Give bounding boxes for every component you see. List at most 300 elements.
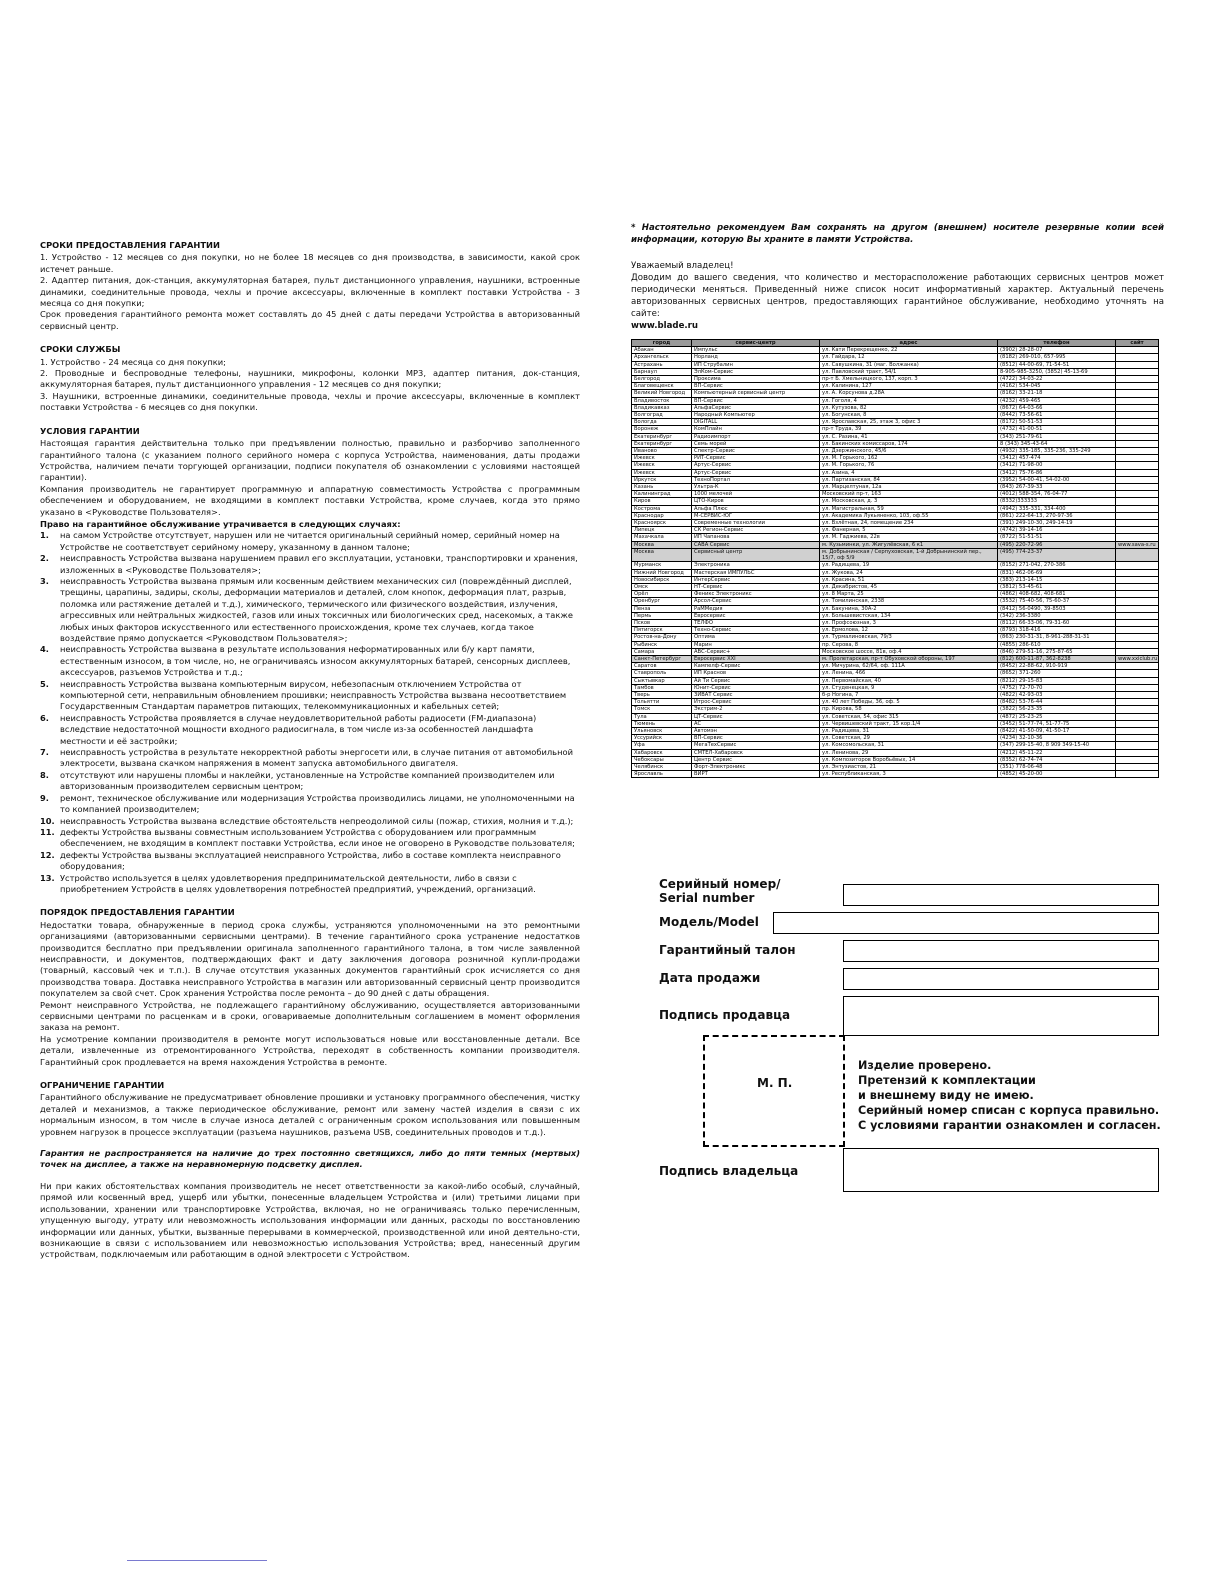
table-cell — [1116, 498, 1159, 505]
table-cell: м. Пролетарская, пр-т Обуховской обороны, 197 — [820, 655, 998, 662]
table-cell: Тамбов — [632, 684, 692, 691]
table-row — [632, 670, 1159, 677]
paragraph: Ни при каких обстоятельствах компания производитель не несет ответственности за какой-либо особый, случайный, прямой или косвенный вред, ущерб или убытки, понесенные владельцем Устройства и (или) третьими лицами при использовании, хранении или транспортировке Устройства, включая, но не ограничиваясь только перечисленным, упущенную выгоду, утрату или невозможность использования информации или данных, расходы по восстановлению информации или данных, убытки, вызванные перерывами в коммерческой, производственной или иной деятельно-сти, возникающие в связи с использованием или невозможностью использования Устройства; вред, нанесенный другим устройствам, подключаемым или работающим в одной электросети с Устройством. — [40, 1180, 580, 1260]
table-cell — [1116, 347, 1159, 354]
table-cell — [1116, 462, 1159, 469]
table-row — [632, 440, 1159, 447]
table-cell: ул. Жукова, 24 — [820, 569, 998, 576]
table-cell: ул. Республиканская, 3 — [820, 771, 998, 778]
table-cell: Нижний Новгород — [632, 569, 692, 576]
table-cell: Центр Сервис — [692, 756, 820, 763]
table-cell — [1116, 361, 1159, 368]
table-cell: (495) 220-72-96 — [998, 541, 1116, 548]
exclusion-item — [40, 553, 580, 576]
table-cell — [1116, 569, 1159, 576]
paragraph: Ремонт неисправного Устройства, не подлежащего гарантийному обслуживанию, осуществляется авторизованными сервисными центрами по расценкам и в сроки, оговариваемые дополнительным соглашением в момент оформления заказа на ремонт. — [40, 999, 580, 1033]
table-cell: Тула — [632, 713, 692, 720]
table-cell: (3952) 54-00-41, 54-02-00 — [998, 476, 1116, 483]
table-cell: (8182) 269-010, 657-995 — [998, 354, 1116, 361]
exclusion-item — [40, 644, 580, 678]
table-cell: (4852) 45-20-00 — [998, 771, 1116, 778]
table-cell: ТЕЛФО — [692, 619, 820, 626]
table-cell: ул. Томилинская, 2338 — [820, 598, 998, 605]
table-cell: Уфа — [632, 742, 692, 749]
sale-date-label: Дата продажи — [659, 971, 761, 985]
spacer — [631, 246, 1164, 260]
paragraph: Гарантийного обслуживание не предусматривает обновление прошивки и установку программного обеспечения, чистку деталей и механизмов, а также периодическое обслуживание, ремонт или замену частей изделия в связи с их нормальным износом, в том числе в случае износа деталей с ограниченным сроком использования или повышенным уровнем нагрузок в процессе эксплуатации (разъема наушников, разъема USB, соединительных проводов и т.д.). — [40, 1092, 580, 1137]
column-header: телефон — [998, 340, 1116, 347]
table-cell — [1116, 426, 1159, 433]
table-cell: Благовещенск — [632, 383, 692, 390]
table-cell: пр-т Труда, 39 — [820, 426, 998, 433]
website-link[interactable]: www.blade.ru — [631, 321, 699, 331]
table-cell — [1116, 713, 1159, 720]
table-cell — [1116, 612, 1159, 619]
table-row — [632, 419, 1159, 426]
table-cell: (4862) 408-682, 408-681 — [998, 591, 1116, 598]
table-row — [632, 605, 1159, 612]
table-cell — [1116, 749, 1159, 756]
exclusion-item — [40, 770, 580, 793]
item-number: 12. — [40, 849, 55, 860]
table-cell: (391) 249-10-30, 249-14-19 — [998, 520, 1116, 527]
table-cell: (8112) 66-33-06, 79-31-60 — [998, 619, 1116, 626]
table-cell: ул. Первомайская, 40 — [820, 677, 998, 684]
table-row — [632, 347, 1159, 354]
table-row — [632, 763, 1159, 770]
table-cell — [1116, 505, 1159, 512]
item-text: дефекты Устройства вызваны совместным использованием Устройства с оборудованием или программным обеспечением, не входящим в комплект поставки Устройства, если иное не оговорено в Руководстве пользователя; — [60, 826, 575, 849]
table-cell: (4942) 335-331, 334-400 — [998, 505, 1116, 512]
table-cell — [1116, 440, 1159, 447]
table-cell: Екатеринбург — [632, 433, 692, 440]
table-cell: Семь морей — [692, 440, 820, 447]
table-cell — [1116, 641, 1159, 648]
table-cell: ВП-Сервис — [692, 397, 820, 404]
exclusion-item — [40, 530, 580, 553]
service-centers-table — [631, 339, 1159, 778]
table-cell: (846) 279-51-16, 275-87-65 — [998, 648, 1116, 655]
exclusion-item — [40, 713, 580, 747]
table-row — [632, 627, 1159, 634]
table-cell: Липецк — [632, 527, 692, 534]
model-label: Модель/Model — [659, 915, 759, 929]
table-row — [632, 641, 1159, 648]
table-cell: (8722) 51-51-51 — [998, 534, 1116, 541]
table-cell: Псков — [632, 619, 692, 626]
table-cell[interactable]: www.xxiclub.ru — [1116, 655, 1159, 662]
table-cell — [1116, 583, 1159, 590]
table-cell: СК Регион-Сервис — [692, 527, 820, 534]
table-cell: Чебоксары — [632, 756, 692, 763]
table-cell: Московское шоссе, 81в, оф.4 — [820, 648, 998, 655]
table-row — [632, 448, 1159, 455]
table-cell: (495) 774-23-37 — [998, 548, 1116, 561]
table-cell: Самара — [632, 648, 692, 655]
column-header: адрес — [820, 340, 998, 347]
table-row — [632, 368, 1159, 375]
table-cell: ул. Партизанская, 84 — [820, 476, 998, 483]
table-cell — [1116, 735, 1159, 742]
table-cell: (8482) 53-76-44 — [998, 699, 1116, 706]
table-cell: ул. Декабристов, 45 — [820, 583, 998, 590]
table-cell: (3902) 28-28-07 — [998, 347, 1116, 354]
table-cell: МегаТехСервис — [692, 742, 820, 749]
table-row — [632, 720, 1159, 727]
table-cell: (8162) 33-21-18 — [998, 390, 1116, 397]
serial-number-label — [659, 877, 781, 905]
table-cell: Саратов — [632, 663, 692, 670]
item-text: Устройство используется в целях удовлетворения предпринимательской деятельности, либо в связи с приобретением Устройств в целях удовлетворения потребностей предприятий, учреждений, организаций. — [60, 872, 536, 894]
item-text: неисправность Устройства вызвана компьютерным вирусом, небезопасным отключением Устройства от компьютерной сети, неправильным обновлением прошивки; неисправность Устройства вызвана несоответствием Государственным Стандартам параметров питающих, телекоммуникационных и кабельных сетей; — [60, 678, 567, 712]
table-cell: Иваново — [632, 448, 692, 455]
table-cell — [1116, 548, 1159, 561]
table-cell: Тверь — [632, 691, 692, 698]
table-row — [632, 706, 1159, 713]
table-cell: (8672) 64-03-66 — [998, 404, 1116, 411]
table-row — [632, 598, 1159, 605]
confirmation-line: Изделие проверено. — [858, 1059, 992, 1072]
table-cell: (3412) 75-76-86 — [998, 469, 1116, 476]
table-cell — [1116, 534, 1159, 541]
serial-label-ru: Серийный номер/ — [659, 877, 781, 891]
table-cell: ул. М. Гаджиева, 22в — [820, 534, 998, 541]
table-cell: Электроника — [692, 562, 820, 569]
table-cell: ЦТО-Киров — [692, 498, 820, 505]
table-cell: (4212) 45-11-22 — [998, 749, 1116, 756]
table-cell: Ставрополь — [632, 670, 692, 677]
table-cell: DIGITALL — [692, 419, 820, 426]
table-row — [632, 426, 1159, 433]
table-cell — [1116, 469, 1159, 476]
table-cell: Арсол-Сервис — [692, 598, 820, 605]
table-cell: ул. Бакинских комиссаров, 174 — [820, 440, 998, 447]
table-cell: ул. С. Разина, 41 — [820, 433, 998, 440]
section-title-warranty-conditions: УСЛОВИЯ ГАРАНТИИ — [40, 425, 140, 436]
item-text: неисправность устройства в результате некорректной работы энергосети или, в случае питания от автомобильной электросети, вызвана скачком напряжения в момент запуска автомобильного двигателя. — [60, 747, 573, 769]
table-cell: ул. Кати Перекрещенко, 22 — [820, 347, 998, 354]
table-cell: (812) 600-11-87, 362-8238 — [998, 655, 1116, 662]
table-cell: Форт-Электроникс — [692, 763, 820, 770]
table-row — [632, 412, 1159, 419]
item-number: 1. — [40, 530, 49, 541]
table-row — [632, 433, 1159, 440]
dead-pixel-note: Гарантия не распространяется на наличие до трех постоянно светящихся, либо до пяти темных (мертвых) точек на дисплее, а также на неравномерную подсветку дисплея. — [40, 1148, 580, 1170]
table-row — [632, 455, 1159, 462]
table-row — [632, 505, 1159, 512]
table-cell — [1116, 512, 1159, 519]
exclusion-item — [40, 679, 580, 713]
table-body — [632, 347, 1159, 778]
table-cell: б-р Ногина, 7 — [820, 691, 998, 698]
table-row — [632, 383, 1159, 390]
table-row — [632, 462, 1159, 469]
table-cell: (3822) 56-23-35 — [998, 706, 1116, 713]
paragraph: 3. Наушники, встроенные динамики, соединительные провода, чехлы и прочие аксессуары, включенные в комплект поставки Устройства - 6 месяцев со дня покупки. — [40, 390, 580, 413]
table-cell — [1116, 419, 1159, 426]
table-cell: Сервисный центр — [692, 548, 820, 561]
table-cell: Владивосток — [632, 397, 692, 404]
table-cell: САВА Сервис — [692, 541, 820, 548]
table-cell: ЦТ-Сервис — [692, 713, 820, 720]
table-cell: Экстрим-2 — [692, 706, 820, 713]
table-cell — [1116, 648, 1159, 655]
table-row — [632, 583, 1159, 590]
stamp-label: М. П. — [757, 1076, 793, 1090]
seller-signature-field[interactable] — [843, 996, 1159, 1036]
table-row — [632, 749, 1159, 756]
intro-paragraph: Доводим до вашего сведения, что количество и месторасположение работающих сервисных центров может периодически меняться. Приведенный ниже список носит информативный характер. Актуальный перечень авторизованных сервисных центров, предоставляющих гарантийное обслуживание, необходимо уточнять на сайте: — [631, 273, 1164, 319]
table-cell — [1116, 455, 1159, 462]
item-number: 13. — [40, 872, 55, 883]
item-text: неисправность Устройства вызвана прямым или косвенным действием механических сил (повреждённый дисплей, трещины, царапины, задиры, сколы, деформации материалов и деталей, слом кнопок, деформация плат, разрыв, поломка или растяжение деталей и т.д.), химического, термического или физического воздействия, излучения, агрессивных или нейтральных жидкостей, газов или иных токсичных или биологических сред, насекомых, а также любых иных факторов искусственного или естественного происхождения, кроме тех случаев, когда такое воздействие прямо допускается <Руководством Пользователя>; — [60, 575, 573, 643]
warranty-coupon-field[interactable] — [843, 940, 1159, 962]
table-cell: ул. Фанерная, 5 — [820, 527, 998, 534]
table-cell: Ульяновск — [632, 727, 692, 734]
table-cell: Архангельск — [632, 354, 692, 361]
table-cell — [1116, 720, 1159, 727]
table-cell: Евросервис XXI — [692, 655, 820, 662]
table-cell: Вологда — [632, 419, 692, 426]
table-row — [632, 735, 1159, 742]
table-cell: (351) 778-06-48 — [998, 763, 1116, 770]
table-row — [632, 376, 1159, 383]
table-cell: (4162) 534-045 — [998, 383, 1116, 390]
item-number: 10. — [40, 815, 55, 826]
table-cell: Хабаровск — [632, 749, 692, 756]
table-cell: Орёл — [632, 591, 692, 598]
table-cell: Иркутск — [632, 476, 692, 483]
table-cell: ИП Струбалин — [692, 361, 820, 368]
table-cell: ул. Ермолова, 12 — [820, 627, 998, 634]
table-row — [632, 699, 1159, 706]
table-cell: ул. Большевистская, 134 — [820, 612, 998, 619]
column-header: сервис-центр — [692, 340, 820, 347]
table-cell: РИТ-Сервис — [692, 455, 820, 462]
table-cell: (4232) 459-465 — [998, 397, 1116, 404]
table-cell — [1116, 598, 1159, 605]
table-cell — [1116, 677, 1159, 684]
model-field[interactable] — [773, 912, 1159, 934]
table-row — [632, 756, 1159, 763]
table-cell: НТ-Сервис — [692, 583, 820, 590]
table-cell: РаММедия — [692, 605, 820, 612]
sale-date-field[interactable] — [843, 968, 1159, 990]
table-cell: Пятигорск — [632, 627, 692, 634]
table-cell: (8422) 41-50-09, 41-50-17 — [998, 727, 1116, 734]
table-cell: (8332)333333 — [998, 498, 1116, 505]
table-row — [632, 727, 1159, 734]
table-cell — [1116, 763, 1159, 770]
table-cell: (4855) 286-610 — [998, 641, 1116, 648]
table-row — [632, 591, 1159, 598]
table-cell: Санкт-Петербург — [632, 655, 692, 662]
table-cell: ул. Академика Лукьяненко, 103, оф.55 — [820, 512, 998, 519]
table-cell — [1116, 634, 1159, 641]
table-cell: (3412) 71-98-00 — [998, 462, 1116, 469]
owner-confirmation-text — [858, 1058, 1161, 1133]
table-row — [632, 648, 1159, 655]
table-cell: ул. Энтузиастов, 21 — [820, 763, 998, 770]
table-cell: Артус-Сервис — [692, 462, 820, 469]
table-cell: ВП-Сервис — [692, 735, 820, 742]
table-cell: Ультра-К — [692, 484, 820, 491]
table-cell — [1116, 699, 1159, 706]
table-cell: ул. Композиторов Воробьёвых, 14 — [820, 756, 998, 763]
table-cell: СМТЕЛ-Хабаровск — [692, 749, 820, 756]
paragraph: На усмотрение компании производителя в ремонте могут использоваться новые или восстановленные детали. Все детали, извлеченные из отремонтированного Устройства, переходят в собственность компании производителя. Гарантийный срок продлевается на время нахождения Устройства в ремонте. — [40, 1033, 580, 1067]
backup-note: * Настоятельно рекомендуем Вам сохранять на другом (внешнем) носителе резервные копии всей информации, которую Вы храните в памяти Устройства. — [631, 223, 1164, 245]
table-cell: (4752) 72-70-70 — [998, 684, 1116, 691]
table-cell: пр-т Б. Хмельницкого, 137, корп. 3 — [820, 376, 998, 383]
table-cell — [1116, 771, 1159, 778]
table-cell — [1116, 433, 1159, 440]
serial-number-field[interactable] — [843, 884, 1159, 906]
exclusion-item — [40, 873, 580, 896]
table-cell: Ярославль — [632, 771, 692, 778]
table-cell: Тольятти — [632, 699, 692, 706]
exclusion-item — [40, 850, 580, 873]
section-title-warranty-procedure: ПОРЯДОК ПРЕДОСТАВЛЕНИЯ ГАРАНТИИ — [40, 907, 235, 918]
confirmation-line: С условиями гарантии ознакомлен и согласен. — [858, 1119, 1161, 1132]
owner-signature-label: Подпись владельца — [659, 1164, 799, 1178]
item-number: 8. — [40, 769, 49, 780]
table-cell: ул. Турмалиновская, 79/3 — [820, 634, 998, 641]
table-cell: Пермь — [632, 612, 692, 619]
table-cell: ул. Павловский тракт, 54/1 — [820, 368, 998, 375]
table-cell: (3412) 457-474 — [998, 455, 1116, 462]
item-number: 2. — [40, 553, 49, 564]
table-cell: (343) 251-79-61 — [998, 433, 1116, 440]
table-cell: (863) 230-31-31, 8-961-288-31-31 — [998, 634, 1116, 641]
table-cell[interactable]: www.sava-s.ru — [1116, 541, 1159, 548]
table-cell: (4012) 588-354, 76-04-77 — [998, 491, 1116, 498]
table-cell — [1116, 476, 1159, 483]
exclusion-item — [40, 827, 580, 850]
table-cell: ул. Марцелтуная, 12а — [820, 484, 998, 491]
table-cell: (8452) 22-88-62, 910-919 — [998, 663, 1116, 670]
table-row — [632, 527, 1159, 534]
table-cell: Екатеринбург — [632, 440, 692, 447]
table-cell: ул. Комсомольская, 31 — [820, 742, 998, 749]
table-cell: ул. Богунская, 8 — [820, 412, 998, 419]
spacer — [40, 1171, 580, 1181]
table-header-row — [632, 340, 1159, 347]
table-cell: (4742) 39-14-16 — [998, 527, 1116, 534]
table-cell — [1116, 742, 1159, 749]
table-cell: Проксима — [692, 376, 820, 383]
table-row — [632, 634, 1159, 641]
table-cell: (4932) 335-185, 335-236, 335-249 — [998, 448, 1116, 455]
table-cell — [1116, 527, 1159, 534]
table-cell: ул. Азина, 4 — [820, 469, 998, 476]
table-cell — [1116, 691, 1159, 698]
table-cell: ул. 40 лет Победы, 36, оф. 5 — [820, 699, 998, 706]
table-cell — [1116, 706, 1159, 713]
item-text: ремонт, техническое обслуживание или модернизация Устройства производились лицами, не уполномоченными на то компанией производителем; — [60, 792, 575, 815]
table-row — [632, 771, 1159, 778]
table-row — [632, 691, 1159, 698]
table-cell: Уссурийск — [632, 735, 692, 742]
table-cell: Альфа Плюс — [692, 505, 820, 512]
table-cell — [1116, 368, 1159, 375]
item-number: 7. — [40, 747, 49, 758]
table-cell: ВП-Сервис — [692, 383, 820, 390]
table-cell: (8352) 62-74-74 — [998, 756, 1116, 763]
table-cell — [1116, 376, 1159, 383]
table-cell: (3532) 75-40-56, 75-60-37 — [998, 598, 1116, 605]
table-cell: 8-905-985-3250, (3852) 45-13-69 — [998, 368, 1116, 375]
exclusions-list — [40, 530, 580, 895]
item-text: неисправность Устройства вызвана нарушением правил его эксплуатации, установки, транспортировки и хранения, изложенных в <Руководстве Пользователя>; — [60, 553, 578, 575]
table-cell — [1116, 756, 1159, 763]
table-cell: ул. Радищева, 31 — [820, 727, 998, 734]
table-cell: Компьютерный сервисный центр — [692, 390, 820, 397]
paragraph: 2. Адаптер питания, док-станция, аккумуляторная батарея, пульт дистанционного управления, наушники, встроенные динамики, соединительные провода, чехлы и прочие аксессуары, включенные в комплект поставки Устройства - 3 месяца со дня покупки; — [40, 275, 580, 309]
table-cell: Мурманск — [632, 562, 692, 569]
footer-line — [127, 1560, 267, 1561]
table-cell — [1116, 404, 1159, 411]
table-row — [632, 469, 1159, 476]
table-cell: (383) 213-14-15 — [998, 576, 1116, 583]
table-cell: 8 (343) 345-43-64 — [998, 440, 1116, 447]
section-title-warranty-limitation: ОГРАНИЧЕНИЕ ГАРАНТИИ — [40, 1080, 165, 1091]
table-cell: (8172) 50-51-53 — [998, 419, 1116, 426]
table-cell: ул. М. Горького, 162 — [820, 455, 998, 462]
table-cell — [1116, 412, 1159, 419]
table-cell: Омск — [632, 583, 692, 590]
table-cell: Ай Ти Сервис — [692, 677, 820, 684]
table-row — [632, 390, 1159, 397]
table-cell: ул. Советская, 54, офис 315 — [820, 713, 998, 720]
table-cell: Белгород — [632, 376, 692, 383]
serial-label-en: Serial number — [659, 891, 755, 905]
table-cell: ул. Гоголя, 4 — [820, 397, 998, 404]
section-title-service-life: СРОКИ СЛУЖБЫ — [40, 344, 121, 355]
table-cell: ИП Чапанова — [692, 534, 820, 541]
table-cell: ул. Гайдара, 12 — [820, 354, 998, 361]
table-cell: Калининград — [632, 491, 692, 498]
table-row — [632, 655, 1159, 662]
table-row — [632, 619, 1159, 626]
item-text: неисправность Устройства вызвана вследствие обстоятельств непреодолимой силы (пожар, стихия, молния и т.д.); — [60, 815, 574, 826]
table-cell: ТехноПортал — [692, 476, 820, 483]
table-cell: Сыктывкар — [632, 677, 692, 684]
table-cell: Челябинск — [632, 763, 692, 770]
service-info-column — [631, 222, 1164, 332]
item-text: неисправность Устройства проявляется в случае неудовлетворительной работы радиосети (FM-диапазона) вследствие недостаточной мощности входного радиосигнала, в том числе из-за особенностей ландшафта местности и её застройки; — [60, 712, 537, 746]
table-cell: ул. Магистральная, 59 — [820, 505, 998, 512]
table-row — [632, 534, 1159, 541]
table-cell: АС — [692, 720, 820, 727]
table-cell: (4732) 41-00-51 — [998, 426, 1116, 433]
table-cell: (8212) 29-15-83 — [998, 677, 1116, 684]
paragraph: 1. Устройство - 12 месяцев со дня покупки, но не более 18 месяцев со дня производства, в зависимости, какой срок истечет раньше. — [40, 252, 580, 274]
table-cell: (3452) 51-77-74, 51-77-75 — [998, 720, 1116, 727]
owner-signature-field[interactable] — [843, 1148, 1159, 1192]
table-cell: Краснодар — [632, 512, 692, 519]
confirmation-line: Серийный номер списан с корпуса правильно. — [858, 1104, 1160, 1117]
table-cell: Норланд — [692, 354, 820, 361]
table-cell: (4234) 32-10-36 — [998, 735, 1116, 742]
table-cell: ул. Взлётная, 24, помещение 234 — [820, 520, 998, 527]
table-row — [632, 663, 1159, 670]
table-cell: ул. Калинина, 127 — [820, 383, 998, 390]
table-cell: ул. Ярославская, 25, этаж 3, офис 3 — [820, 419, 998, 426]
table-row — [632, 397, 1159, 404]
item-text: отсутствуют или нарушены пломбы и наклейки, установленные на Устройстве компанией производителем или авторизованным производителем сервисным центром; — [60, 769, 555, 792]
table-cell: (4822) 42-93-03 — [998, 691, 1116, 698]
